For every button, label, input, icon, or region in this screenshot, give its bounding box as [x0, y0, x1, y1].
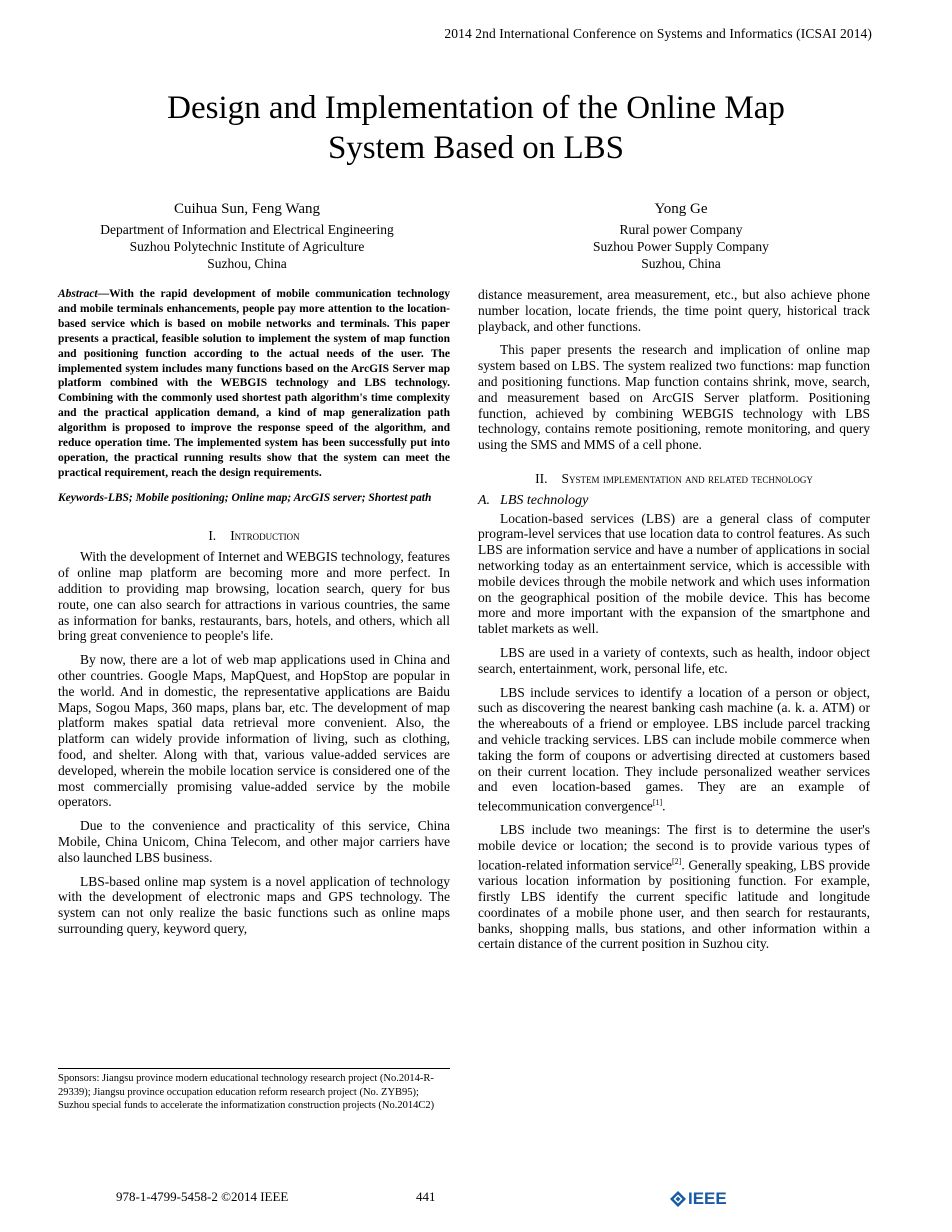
paragraph: With the development of Internet and WEBGIS technology, features of online map platform are becoming more and more perfect. In addition to providing map browsing, location search, query for bus route, one can also search for attractions in various countries, the same as information for banks, restaurants, bars, hotels, and others, which all bring great convenience to people's life.	[58, 549, 450, 644]
author-location: Suzhou, China	[641, 256, 721, 271]
author-location: Suzhou, China	[207, 256, 287, 271]
author-affiliation: Department of Information and Electrical Engineering	[100, 222, 394, 237]
ieee-logo	[670, 1189, 727, 1209]
paragraph: By now, there are a lot of web map applications used in China and other countries. Google Maps, MapQuest, and HopStop are popular in the world. And in domestic, the representative applications are Baidu Maps, Sogou Maps, 360 maps, plans bar, etc. The development of map platform makes spatial data retrieval more convenient. Also, the platform can widely provide information of living, such as clothing, food, and shelter. Along with that, various value-added services are developed, wherein the mobile location service is considered one of the most commercially promising value-added service by the mobile operators.	[58, 652, 450, 810]
author-names: Yong Ge	[654, 201, 708, 217]
author-affiliation: Suzhou Power Supply Company	[593, 239, 769, 254]
title-line-2: System Based on LBS	[327, 130, 625, 166]
section-heading-system	[478, 471, 870, 487]
paragraph-text: LBS include services to identify a location of a person or object, such as discovering the nearest banking cash machine (a. k. a. ATM) or the whereabouts of a friend or employee. LBS include parcel tracking and vehicle tracking services. LBS can include mobile commerce when taking the form of coupons or advertising directed at customers based on their current location. They include personalized weather services and even location-based games. They are an example of telecommunication convergence	[478, 684, 870, 814]
abstract	[58, 287, 450, 481]
keywords: Keywords-LBS; Mobile positioning; Online map; ArcGIS server; Shortest path	[58, 491, 432, 504]
section-number: I.	[208, 527, 217, 543]
paragraph: LBS-based online map system is a novel application of technology with the development of electronic maps and GPS technology. The system can not only realize the basic functions such as online maps surrounding query, keyword query,	[58, 873, 450, 937]
section-heading-introduction	[58, 528, 450, 544]
author-block-left	[58, 201, 436, 272]
footer-isbn: 978-1-4799-5458-2 ©2014 IEEE	[116, 1189, 289, 1204]
subsection-heading	[478, 493, 870, 509]
paragraph	[478, 822, 870, 952]
subsection-title: LBS technology	[500, 492, 589, 508]
section-title: System implementation and related technology	[561, 470, 813, 486]
author-block-right	[492, 201, 870, 272]
paragraph	[478, 685, 870, 815]
paper-title	[0, 88, 952, 168]
paragraph-text: LBS include two meanings: The first is to determine the user's mobile device or location; the second is to provide various types of location-related information service	[478, 822, 870, 873]
paragraph: This paper presents the research and implication of online map system based on LBS. The system realized two functions: map function and positioning functions. Map function contains shrink, move, search, and measurement based on ArcGIS Server platform. Positioning function, achieved by combining WEBGIS technology with LBS technology, contains remote positioning, remote monitoring, and query using the SMS and MMS of a cell phone.	[478, 342, 870, 453]
footnote: Sponsors: Jiangsu province modern educational technology research project (No.2014-R-29339); Jiangsu province occupation education reform research project (No. ZYB95); Suzhou special funds to accelerate the informatization construction projects (No.2014C2)	[58, 1073, 435, 1111]
paragraph-text: . Generally speaking, LBS provide various location information by positioning function. For example, firstly LBS identify the current specific latitude and longitude coordinates of a mobile phone user, and then search for restaurants, banks, shopping malls, bus stations, and other information within a certain distance of the current position in Suzhou city.	[478, 857, 870, 952]
ieee-logo-text: IEEE	[688, 1189, 727, 1208]
author-names: Cuihua Sun, Feng Wang	[173, 201, 320, 217]
ieee-diamond-icon	[670, 1191, 686, 1207]
author-affiliation: Rural power Company	[619, 222, 743, 237]
left-column	[58, 287, 450, 945]
citation-ref: [1]	[652, 798, 663, 808]
citation-ref: [2]	[672, 857, 682, 866]
paragraph-text: .	[662, 798, 666, 814]
title-line-1: Design and Implementation of the Online Map	[167, 90, 785, 126]
right-column	[478, 287, 870, 960]
page-number: 441	[416, 1189, 436, 1204]
footnote-divider	[58, 1068, 450, 1069]
section-number: II.	[535, 470, 548, 486]
section-title: Introduction	[230, 527, 300, 543]
paragraph-continued: distance measurement, area measurement, etc., but also achieve phone number location, locate friends, the time point query, historical track playback, and other functions.	[478, 287, 870, 334]
conference-header: 2014 2nd International Conference on Systems and Informatics (ICSAI 2014)	[444, 26, 872, 41]
author-affiliation: Suzhou Polytechnic Institute of Agriculture	[129, 239, 365, 254]
paragraph: LBS are used in a variety of contexts, such as health, indoor object search, entertainment, work, personal life, etc.	[478, 644, 870, 676]
abstract-lead: Abstract	[58, 288, 98, 300]
paragraph: Location-based services (LBS) are a general class of computer program-level services that use location data to control features. As such LBS are information service and have a number of applications in social networking today as an entertainment service, which is accessible with mobile devices through the mobile network and which uses information on the geographical position of the mobile device. This has become more and more important with the expansion of the smartphone and tablet markets as well.	[478, 510, 870, 637]
abstract-text: —With the rapid development of mobile communication technology and mobile terminals enhancements, people pay more attention to the location-based service which is based on mobile networks and terminals. This paper presents a practical, feasible solution to implement the system of map function and positioning function according to the actual needs of the user. The implemented system includes many functions based on the ArcGIS Server map platform combined with the WEBGIS technology and LBS technology. Combining with the commonly used shortest path algorithm's time complexity and the practical application demand, a kind of map generalization path algorithm is proposed to improve the response speed of the algorithm, and reduce operation time. The implemented system has been successfully put into operation, the practical running results show that the system can meet the practical requirement, reach the design requirements.	[58, 288, 450, 479]
subsection-number: A.	[478, 492, 491, 508]
paragraph: Due to the convenience and practicality of this service, China Mobile, China Unicom, China Telecom, and other major carriers have also launched LBS business.	[58, 818, 450, 865]
